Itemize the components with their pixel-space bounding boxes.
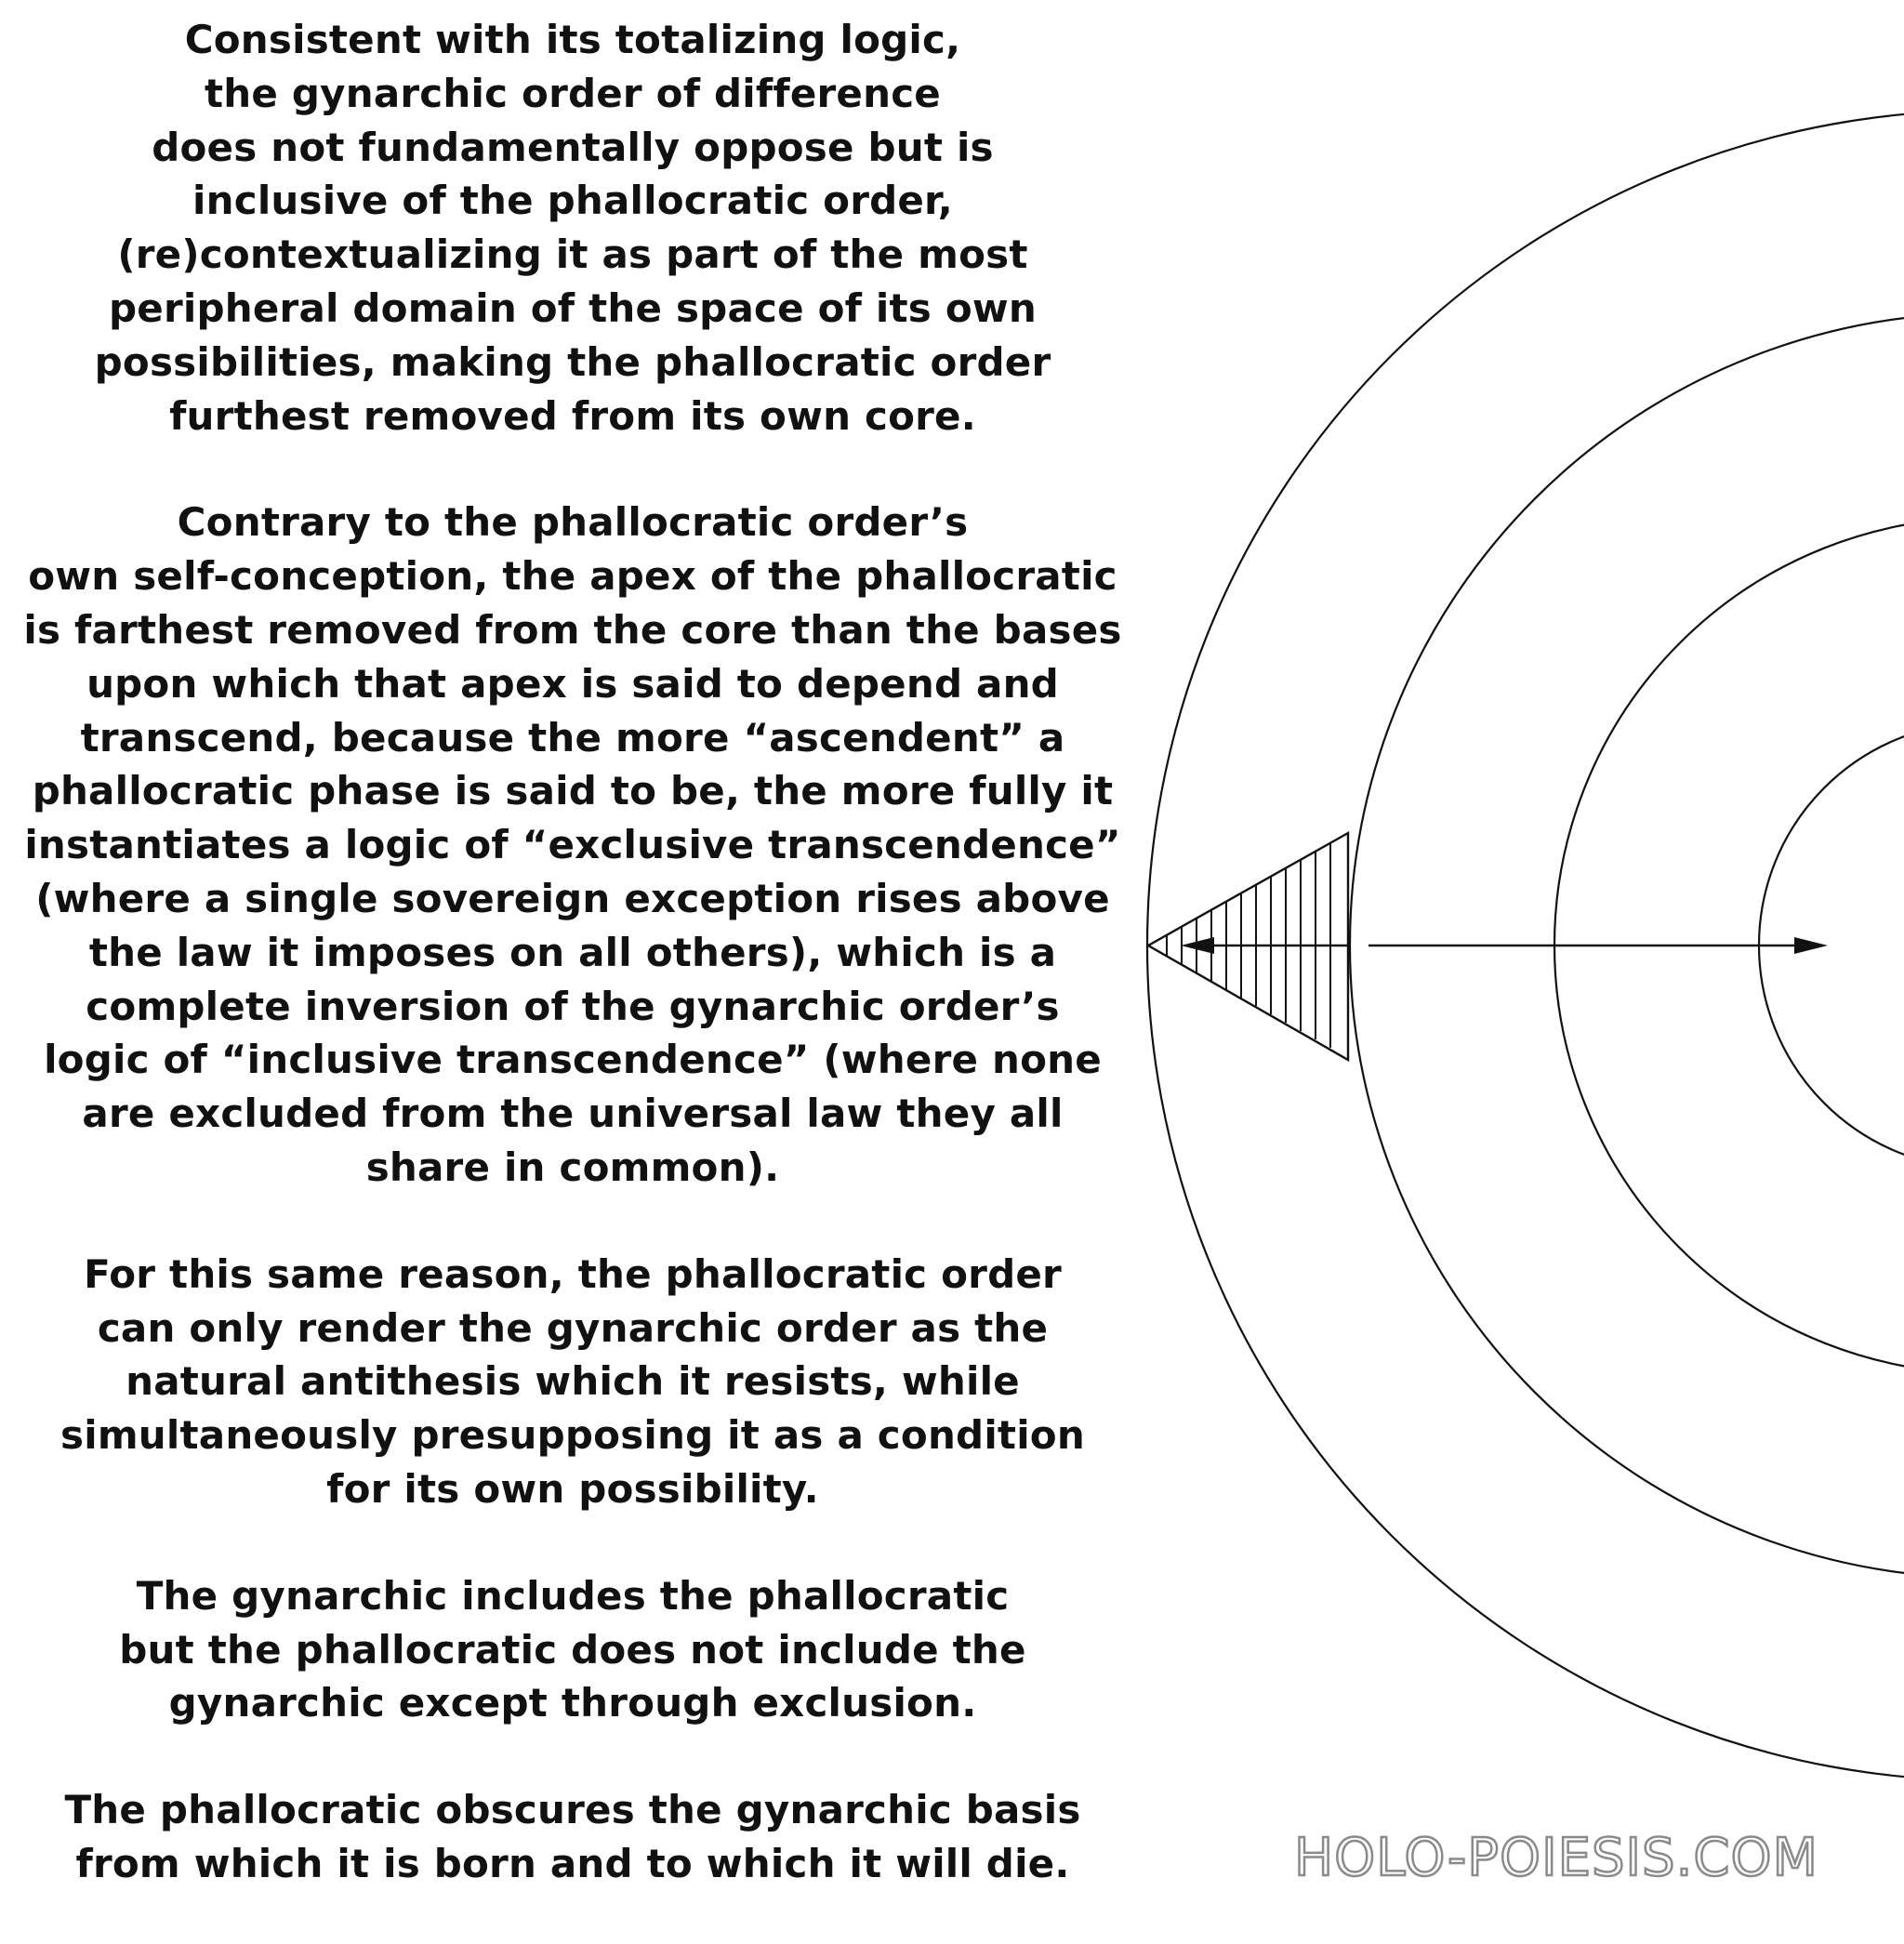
text-line: (re)contextualizing it as part of the most [117,231,1028,278]
text-line: Consistent with its totalizing logic, [184,17,961,62]
text-paragraph [19,1569,1127,1730]
text-paragraph [19,496,1127,1194]
text-line: For this same reason, the phallocratic order [84,1250,1062,1297]
text-line: upon which that apex is said to depend and [86,660,1059,707]
text-line: natural antithesis which it resists, while [126,1358,1020,1405]
text-line: peripheral domain of the space of its own [109,284,1037,331]
text-line: does not fundamentally oppose but is [152,124,994,170]
text-line: Contrary to the phallocratic order’s [177,499,969,546]
text-line: logic of “inclusive transcendence” (where none [44,1037,1102,1083]
text-line: The gynarchic includes the phallocratic [136,1572,1010,1619]
text-line: can only render the gynarchic order as the [97,1304,1049,1351]
text-line: furthest removed from its own core. [169,392,976,439]
text-line: are excluded from the universal law they all [82,1091,1064,1137]
text-line: phallocratic phase is said to be, the more fully it [32,768,1114,814]
text-line: (where a single sovereign exception rises above [35,875,1110,921]
text-line: the law it imposes on all others), which is a [88,929,1057,975]
text-line: gynarchic except through exclusion. [168,1680,977,1726]
text-line: possibilities, making the phallocratic order [94,338,1051,385]
text-paragraph [19,13,1127,443]
text-line: The phallocratic obscures the gynarchic basis [64,1787,1081,1833]
left-arrow [1181,937,1348,954]
text-paragraph [19,1248,1127,1516]
text-line: transcend, because the more “ascendent” a [80,714,1065,760]
site-watermark: HOLO-POIESIS.COM [1294,1828,1818,1888]
text-line: inclusive of the phallocratic order, [192,178,953,224]
text-line: simultaneously presupposing it as a condition [60,1412,1085,1459]
text-line: is farthest removed from the core than the bases [23,606,1122,653]
text-column [19,13,1127,1944]
text-paragraph [19,1783,1127,1891]
text-line: own self-conception, the apex of the phallocratic [28,553,1117,600]
text-line: but the phallocratic does not include the [119,1626,1026,1673]
text-line: for its own possibility. [326,1465,819,1512]
text-line: from which it is born and to which it will die. [75,1840,1070,1886]
text-line: the gynarchic order of difference [205,70,941,116]
text-line: complete inversion of the gynarchic order’s [86,983,1060,1029]
text-line: instantiates a logic of “exclusive transcendence” [24,822,1121,868]
text-line: share in common). [365,1144,780,1190]
